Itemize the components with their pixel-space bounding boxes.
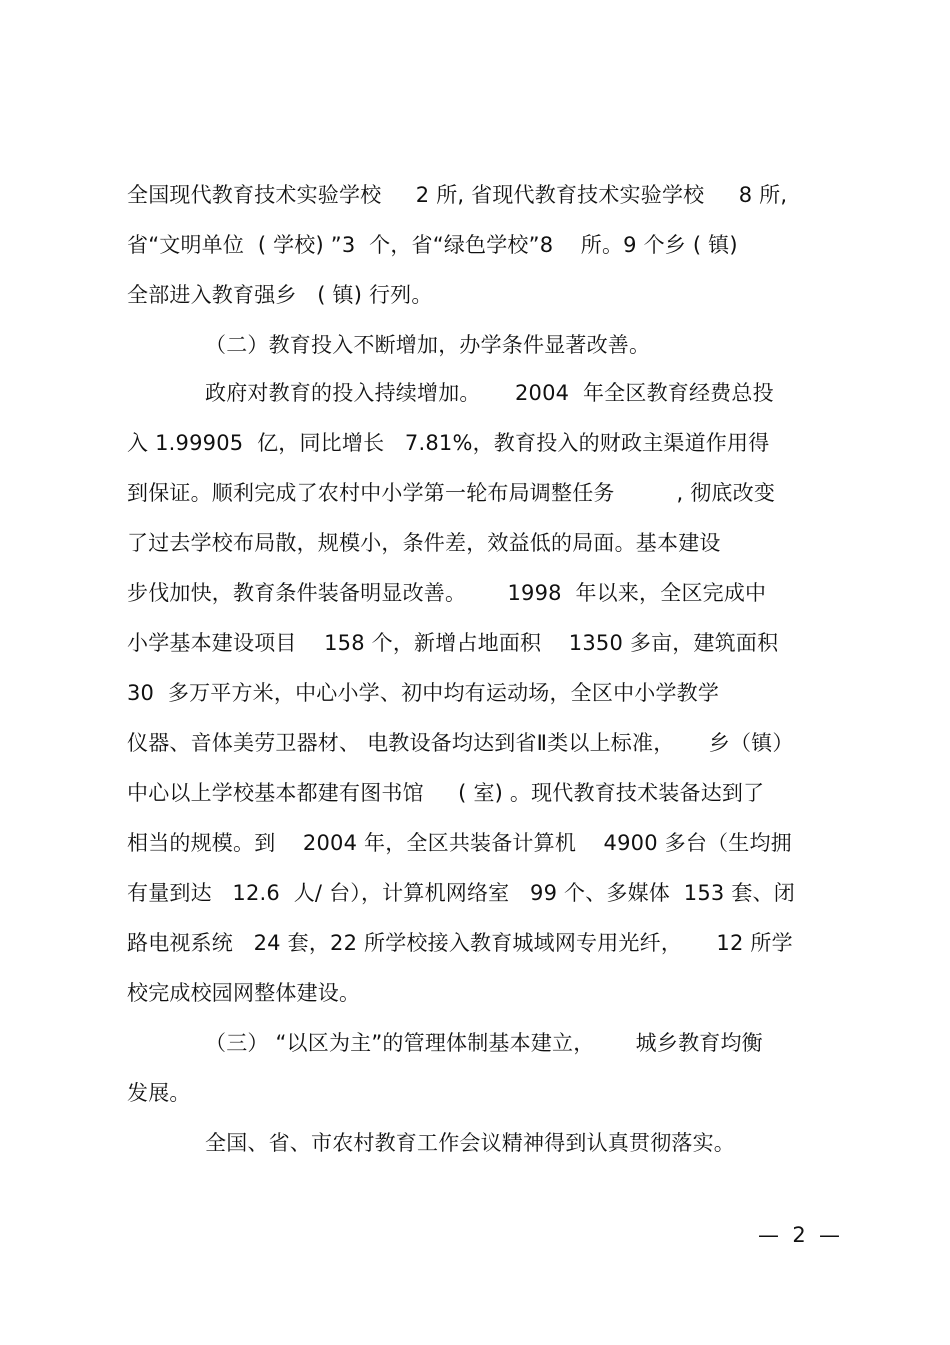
- text-line: 省“文明单位 ( 学校) ”3 个，省“绿色学校”8 所。9 个乡 ( 镇): [127, 233, 738, 257]
- section-heading: （三） “以区为主”的管理体制基本建立， 城乡教育均衡: [205, 1031, 763, 1055]
- text-line: 全国现代教育技术实验学校 2 所, 省现代教育技术实验学校 8 所,: [127, 183, 788, 207]
- text-line: 全国、省、市农村教育工作会议精神得到认真贯彻落实。: [205, 1131, 735, 1155]
- text-line: 步伐加快，教育条件装备明显改善。 1998 年以来，全区完成中: [127, 581, 767, 605]
- text-line: 校完成校园网整体建设。: [127, 981, 361, 1005]
- text-line: 30 多万平方米，中心小学、初中均有运动场，全区中小学教学: [127, 681, 720, 705]
- text-line: 全部进入教育强乡 ( 镇) 行列。: [127, 283, 433, 307]
- text-line: 路电视系统 24 套，22 所学校接入教育城域网专用光纤， 12 所学: [127, 931, 793, 955]
- text-line: 到保证。顺利完成了农村中小学第一轮布局调整任务 , 彻底改变: [127, 481, 776, 505]
- text-line: 了过去学校布局散，规模小，条件差，效益低的局面。基本建设: [127, 531, 721, 555]
- text-line: 中心以上学校基本都建有图书馆 ( 室) 。现代教育技术装备达到了: [127, 781, 765, 805]
- text-line: 小学基本建设项目 158 个，新增占地面积 1350 多亩，建筑面积: [127, 631, 779, 655]
- text-line: 仪器、音体美劳卫器材、 电教设备均达到省Ⅱ类以上标准， 乡（镇）: [127, 731, 794, 755]
- section-heading-continuation: 发展。: [127, 1081, 191, 1105]
- text-line: 政府对教育的投入持续增加。 2004 年全区教育经费总投: [205, 381, 774, 405]
- page-number: — 2 —: [758, 1223, 841, 1247]
- text-line: 入 1.99905 亿，同比增长 7.81%，教育投入的财政主渠道作用得: [127, 431, 770, 455]
- text-line: 有量到达 12.6 人/ 台），计算机网络室 99 个、多媒体 153 套、闭: [127, 881, 795, 905]
- section-heading: （二）教育投入不断增加，办学条件显著改善。: [205, 333, 651, 357]
- text-line: 相当的规模。到 2004 年，全区共装备计算机 4900 多台（生均拥: [127, 831, 792, 855]
